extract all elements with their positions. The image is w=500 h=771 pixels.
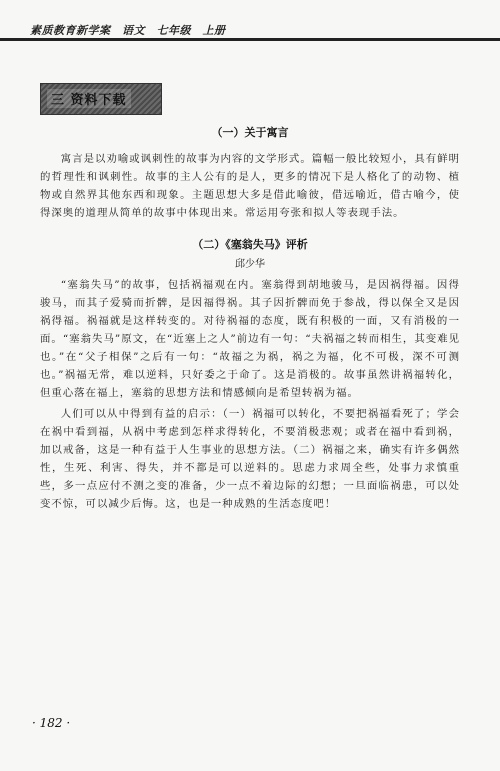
part1-heading: （一）关于寓言 <box>211 126 289 139</box>
page-number: · 182 · <box>32 716 71 730</box>
running-header: 素质教育新学案 语文 七年级 上册 <box>30 24 226 37</box>
header-rule <box>0 38 500 41</box>
section-banner <box>40 83 162 115</box>
author-name: 邱少华 <box>235 259 265 270</box>
part2-heading: （二）《塞翁失马》评析 <box>192 238 308 251</box>
section-banner-label: 三 资料下载 <box>47 89 131 108</box>
part2-paragraph-2: 人们可以从中得到有益的启示：（一）祸福可以转化，不要把祸福看死了；学会在祸中看到福，从祸中考虑到怎样求得转化，不要消极悲观；或者在福中看到祸，加以戒备，这是一种有益于人生事业的思想方法。（二）祸福之来，确实有许多偶然性，生死、利害、得失，并不都是可以逆料的。思虑力求周全些，处事力求慎重些，多一点应付不测之变的准备，少一点不着边际的幻想；一旦面临祸患，可以处变不惊，可以减少后悔。这，也是一种成熟的生活态度吧！ <box>40 408 460 510</box>
page-header <box>0 0 500 42</box>
part1-paragraph: 寓言是以劝喻或讽刺性的故事为内容的文学形式。篇幅一般比较短小，具有鲜明的哲理性和讽刺性。故事的主人公有的是人，更多的情况下是人格化了的动物、植物或自然界其他东西和现象。主题思想大多是借此喻彼，借远喻近，借古喻今，使得深奥的道理从简单的故事中体现出来。常运用夸张和拟人等表现手法。 <box>40 153 460 219</box>
part2-paragraph-1: “塞翁失马”的故事，包括祸福观在内。塞翁得到胡地骏马，是因祸得福。因得骏马，而其子爱骑而折髀，是因福得祸。其子因折髀而免于参战，得以保全又是因祸得福。祸福就是这样转变的。对待祸福的态度，既有积极的一面，又有消极的一面。“塞翁失马”原文，在“近塞上之人”前边有一句：“夫祸福之转而相生，其变难见也。”在“父子相保”之后有一句：“故福之为祸，祸之为福，化不可极，深不可测也。”祸福无常，难以逆料，只好委之于命了。这是消极的。故事虽然讲祸福转化，但重心落在福上，塞翁的思想方法和情感倾向是希望转祸为福。 <box>40 279 460 399</box>
